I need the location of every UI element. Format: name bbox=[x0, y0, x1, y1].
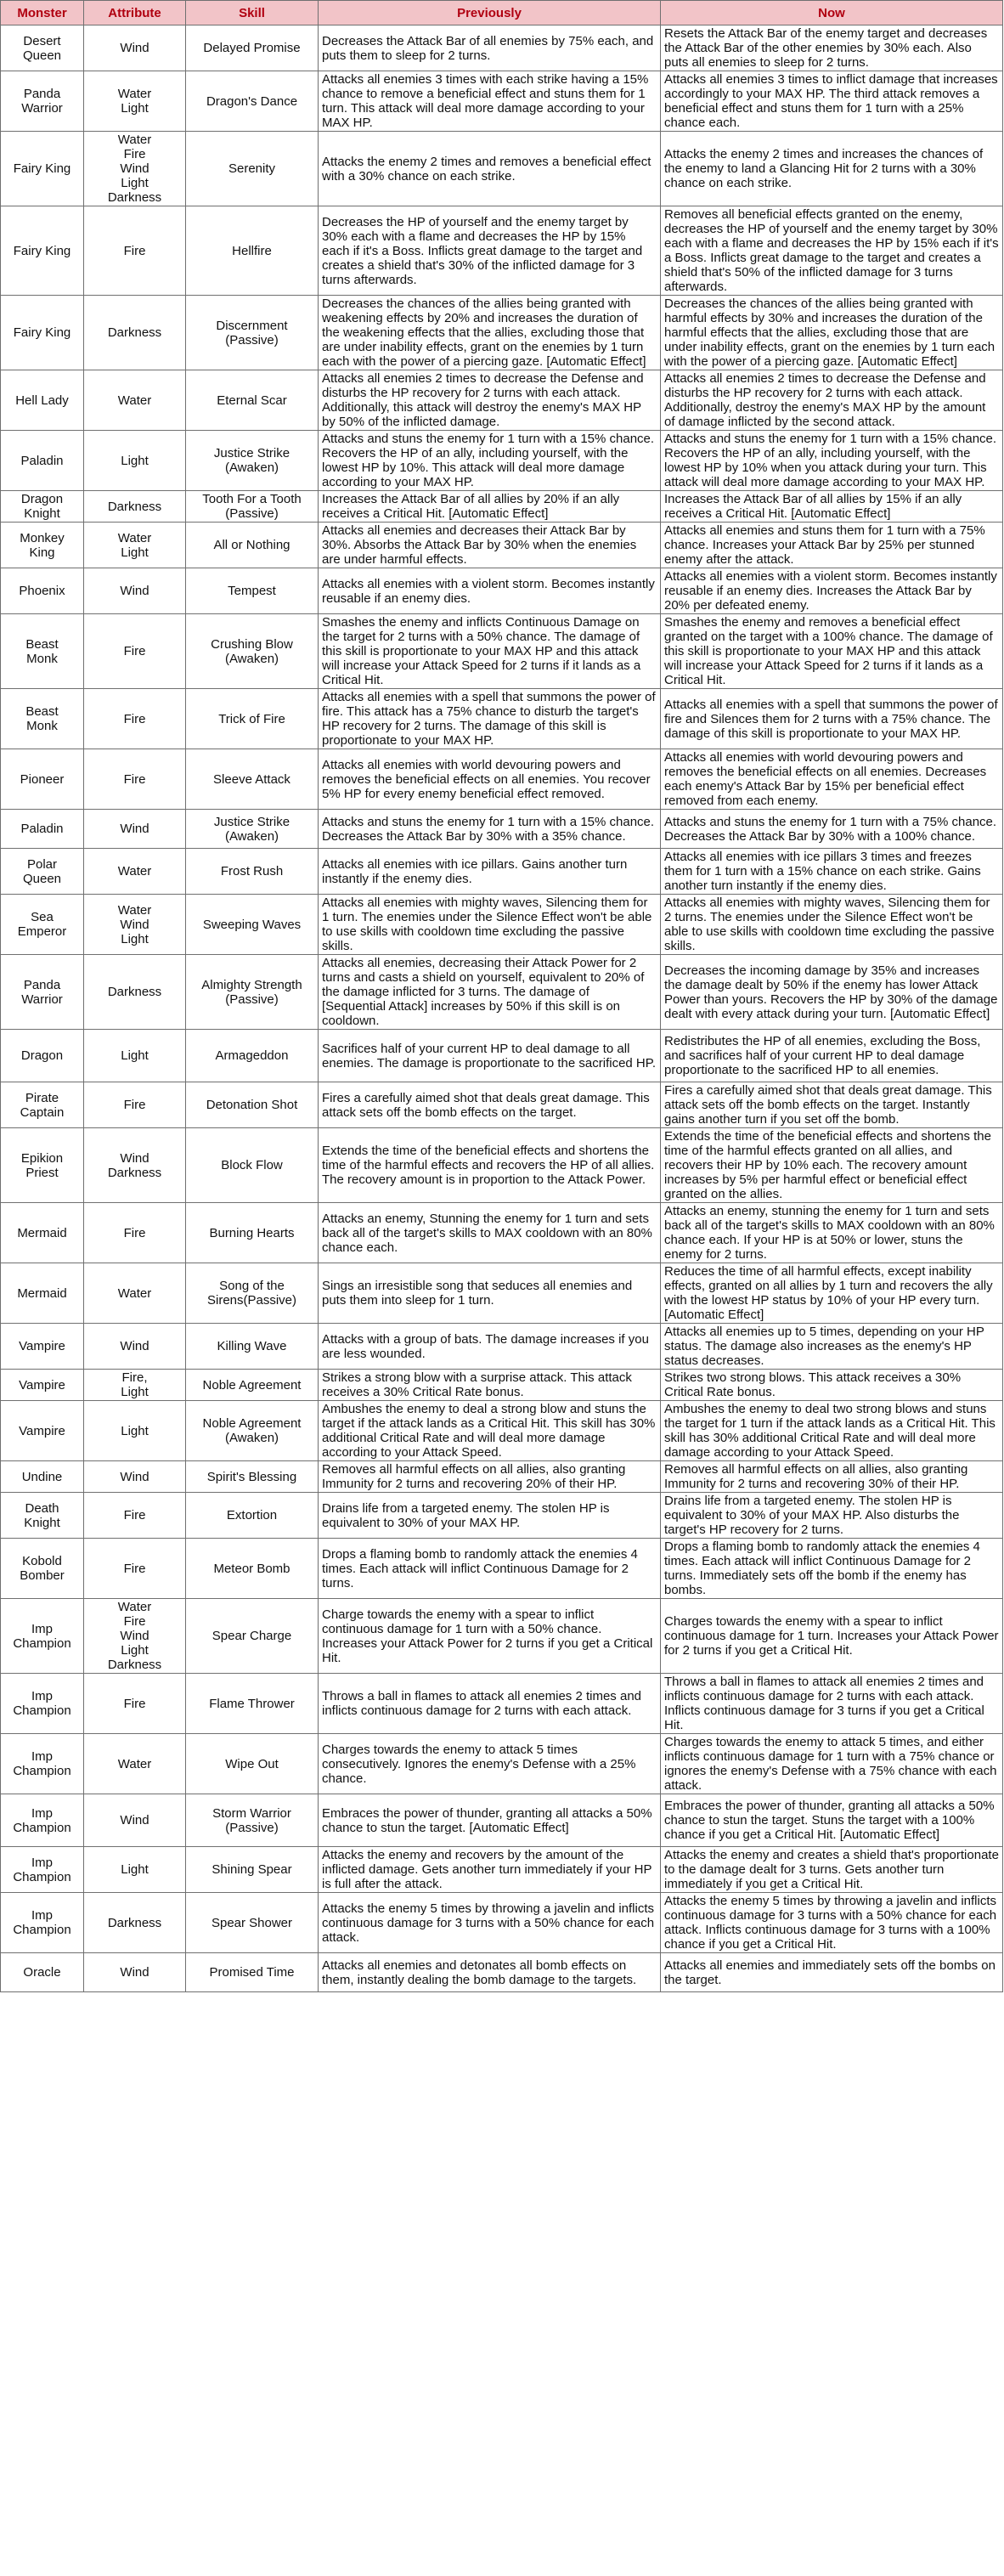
now-cell: Extends the time of the beneficial effects and shortens the time of the harmful effects granted on all allies, and recovers their HP by 10% each. The recovery amount increases by 5% per harmful effect or beneficial effect granted on the allies. bbox=[661, 1128, 1003, 1203]
now-cell: Attacks the enemy 5 times by throwing a javelin and inflicts continuous damage for 3 turns with a 50% chance for each attack. Inflicts continuous damage for 3 turns with a 100% chance if you get a Critical Hit. bbox=[661, 1893, 1003, 1953]
now-cell: Charges towards the enemy to attack 5 times, and either inflicts continuous damage for 1 turn with a 75% chance or ignores the enemy's Defense with a 75% chance with each attack. bbox=[661, 1734, 1003, 1794]
attribute-cell: Fire bbox=[84, 1539, 186, 1599]
now-cell: Increases the Attack Bar of all allies by 15% if an ally receives a Critical Hit. [Automatic Effect] bbox=[661, 491, 1003, 523]
previously-cell: Charge towards the enemy with a spear to inflict continuous damage for 1 turn with a 50% chance. Increases your Attack Power for 2 turns if you get a Critical Hit. bbox=[319, 1599, 661, 1674]
previously-cell: Attacks all enemies and decreases their Attack Bar by 30%. Absorbs the Attack Bar by 30% when the enemies are under harmful effects. bbox=[319, 523, 661, 568]
previously-cell: Smashes the enemy and inflicts Continuous Damage on the target for 2 turns with a 50% chance. The damage of this skill is proportionate to your MAX HP and this attack will increase your Attack Speed for 2 turns if it lands as a Critical Hit. bbox=[319, 614, 661, 689]
monster-cell: Polar Queen bbox=[1, 849, 84, 895]
monster-cell: Epikion Priest bbox=[1, 1128, 84, 1203]
now-cell: Attacks all enemies with ice pillars 3 times and freezes them for 1 turn with a 15% chance on each strike. Gains another turn instantly if the enemy dies. bbox=[661, 849, 1003, 895]
now-cell: Attacks an enemy, stunning the enemy for 1 turn and sets back all of the target's skills to MAX cooldown with an 80% chance each. If your HP is at 50% or lower, stuns the enemy for 2 turns. bbox=[661, 1203, 1003, 1263]
skill-cell: Dragon's Dance bbox=[186, 71, 319, 132]
table-row bbox=[1, 614, 1003, 689]
table-row bbox=[1, 1794, 1003, 1847]
attribute-cell: Fire bbox=[84, 689, 186, 749]
monster-cell: Pirate Captain bbox=[1, 1082, 84, 1128]
previously-cell: Attacks all enemies with ice pillars. Gains another turn instantly if the enemy dies. bbox=[319, 849, 661, 895]
now-cell: Throws a ball in flames to attack all enemies 2 times and inflicts continuous damage for 2 turns with each attack. Inflicts continuous damage for 3 turns if you get a Critical Hit. bbox=[661, 1674, 1003, 1734]
now-cell: Attacks all enemies 3 times to inflict damage that increases accordingly to your MAX HP. The third attack removes a beneficial effect and stuns them for 1 turn with a 25% chance each. bbox=[661, 71, 1003, 132]
attribute-cell: Fire bbox=[84, 1674, 186, 1734]
table-row bbox=[1, 749, 1003, 810]
attribute-cell: Water Fire Wind Light Darkness bbox=[84, 132, 186, 206]
previously-cell: Decreases the chances of the allies being granted with weakening effects by 20% and increases the duration of the weakening effects that the allies, excluding those that are under inability effects, grant on the enemies by 1 turn each with the power of a piercing gaze. [Automatic Effect] bbox=[319, 296, 661, 370]
table-row bbox=[1, 1324, 1003, 1370]
now-cell: Charges towards the enemy with a spear to inflict continuous damage for 1 turn. Increases your Attack Power for 2 turns if you get a Critical Hit. bbox=[661, 1599, 1003, 1674]
attribute-cell: Wind bbox=[84, 1324, 186, 1370]
previously-cell: Attacks all enemies, decreasing their Attack Power for 2 turns and casts a shield on yourself, equivalent to 20% of the damage inflicted for 3 turns. The damage of [Sequential Attack] increases by 50% if this skill is on cooldown. bbox=[319, 955, 661, 1030]
previously-cell: Ambushes the enemy to deal a strong blow and stuns the target if the attack lands as a Critical Hit. This skill has 30% additional Critical Rate and will deal more damage according to your Attack Speed. bbox=[319, 1401, 661, 1461]
previously-cell: Attacks all enemies with world devouring powers and removes the beneficial effects on all enemies. You recover 5% HP for every enemy beneficial effect removed. bbox=[319, 749, 661, 810]
skill-cell: Block Flow bbox=[186, 1128, 319, 1203]
now-cell: Attacks all enemies 2 times to decrease the Defense and disturbs the HP recovery for 2 turns with each attack. Additionally, destroy the enemy's MAX HP by the amount of damage inflicted by the second attack. bbox=[661, 370, 1003, 431]
monster-cell: Panda Warrior bbox=[1, 71, 84, 132]
now-cell: Decreases the chances of the allies being granted with harmful effects by 30% and increases the duration of the harmful effects that the allies, excluding those that are under inability effects, grant on the enemies by 1 turn each with the power of a piercing gaze. [Automatic Effect] bbox=[661, 296, 1003, 370]
skill-cell: Sleeve Attack bbox=[186, 749, 319, 810]
now-cell: Smashes the enemy and removes a beneficial effect granted on the target with a 100% chance. The damage of this skill is proportionate to your MAX HP and this attack will increase your Attack Speed for 2 turns if it lands as a Critical Hit. bbox=[661, 614, 1003, 689]
monster-cell: Imp Champion bbox=[1, 1734, 84, 1794]
attribute-cell: Water bbox=[84, 1263, 186, 1324]
skill-cell: Discernment (Passive) bbox=[186, 296, 319, 370]
table-row bbox=[1, 25, 1003, 71]
skill-cell: All or Nothing bbox=[186, 523, 319, 568]
skill-cell: Killing Wave bbox=[186, 1324, 319, 1370]
attribute-cell: Fire bbox=[84, 614, 186, 689]
now-cell: Attacks all enemies up to 5 times, depending on your HP status. The damage also increases as the enemy's HP status decreases. bbox=[661, 1324, 1003, 1370]
table-row bbox=[1, 1674, 1003, 1734]
now-cell: Attacks and stuns the enemy for 1 turn with a 75% chance. Decreases the Attack Bar by 30% with a 100% chance. bbox=[661, 810, 1003, 849]
previously-cell: Sacrifices half of your current HP to deal damage to all enemies. The damage is proportionate to the sacrificed HP. bbox=[319, 1030, 661, 1082]
header-skill: Skill bbox=[186, 1, 319, 25]
now-cell: Embraces the power of thunder, granting all attacks a 50% chance to stun the target. Stuns the target with a 100% chance if you get a Critical Hit. [Automatic Effect] bbox=[661, 1794, 1003, 1847]
skill-cell: Promised Time bbox=[186, 1953, 319, 1992]
attribute-cell: Light bbox=[84, 1401, 186, 1461]
attribute-cell: Fire, Light bbox=[84, 1370, 186, 1401]
now-cell: Attacks all enemies and immediately sets off the bombs on the target. bbox=[661, 1953, 1003, 1992]
monster-cell: Imp Champion bbox=[1, 1599, 84, 1674]
skill-cell: Justice Strike (Awaken) bbox=[186, 431, 319, 491]
previously-cell: Attacks all enemies with a spell that summons the power of fire. This attack has a 75% chance to disturb the target's HP recovery for 2 turns. The damage of this skill is proportionate to your MAX HP. bbox=[319, 689, 661, 749]
attribute-cell: Water bbox=[84, 1734, 186, 1794]
monster-cell: Imp Champion bbox=[1, 1847, 84, 1893]
monster-cell: Paladin bbox=[1, 431, 84, 491]
table-body bbox=[1, 25, 1003, 1992]
attribute-cell: Light bbox=[84, 1030, 186, 1082]
skill-cell: Hellfire bbox=[186, 206, 319, 296]
skill-cell: Extortion bbox=[186, 1493, 319, 1539]
monster-cell: Vampire bbox=[1, 1324, 84, 1370]
now-cell: Drains life from a targeted enemy. The stolen HP is equivalent to 30% of your MAX HP. Also disturbs the target's HP recovery for 2 turns. bbox=[661, 1493, 1003, 1539]
attribute-cell: Fire bbox=[84, 206, 186, 296]
header-monster: Monster bbox=[1, 1, 84, 25]
monster-cell: Vampire bbox=[1, 1401, 84, 1461]
table-row bbox=[1, 1030, 1003, 1082]
attribute-cell: Darkness bbox=[84, 955, 186, 1030]
now-cell: Attacks all enemies with a spell that summons the power of fire and Silences them for 2 turns with a 75% chance. The damage of this skill is proportionate to your MAX HP. bbox=[661, 689, 1003, 749]
now-cell: Fires a carefully aimed shot that deals great damage. This attack sets off the bomb effects on the target. Instantly gains another turn if you set off the bomb. bbox=[661, 1082, 1003, 1128]
monster-cell: Kobold Bomber bbox=[1, 1539, 84, 1599]
attribute-cell: Water Fire Wind Light Darkness bbox=[84, 1599, 186, 1674]
attribute-cell: Wind bbox=[84, 1461, 186, 1493]
attribute-cell: Wind bbox=[84, 25, 186, 71]
monster-cell: Fairy King bbox=[1, 296, 84, 370]
previously-cell: Attacks the enemy and recovers by the amount of the inflicted damage. Gets another turn immediately if your HP is full after the attack. bbox=[319, 1847, 661, 1893]
previously-cell: Removes all harmful effects on all allies, also granting Immunity for 2 turns and recovering 20% of their HP. bbox=[319, 1461, 661, 1493]
skill-cell: Tempest bbox=[186, 568, 319, 614]
skill-cell: Justice Strike (Awaken) bbox=[186, 810, 319, 849]
skill-cell: Frost Rush bbox=[186, 849, 319, 895]
monster-cell: Fairy King bbox=[1, 132, 84, 206]
skill-cell: Meteor Bomb bbox=[186, 1539, 319, 1599]
now-cell: Resets the Attack Bar of the enemy target and decreases the Attack Bar of the other enemies by 30% each. Also puts all enemies to sleep for 2 turns. bbox=[661, 25, 1003, 71]
attribute-cell: Wind bbox=[84, 1953, 186, 1992]
monster-cell: Pioneer bbox=[1, 749, 84, 810]
skill-cell: Shining Spear bbox=[186, 1847, 319, 1893]
skill-cell: Crushing Blow (Awaken) bbox=[186, 614, 319, 689]
monster-cell: Desert Queen bbox=[1, 25, 84, 71]
now-cell: Removes all beneficial effects granted on the enemy, decreases the HP of yourself and the enemy target by 30% each with a flame and decreases the HP by 15% each if it's a Boss. Inflicts great damage to the target and creates a shield that's 50% of the inflicted damage for 3 turns afterwards. bbox=[661, 206, 1003, 296]
table-row bbox=[1, 370, 1003, 431]
table-row bbox=[1, 1539, 1003, 1599]
table-row bbox=[1, 296, 1003, 370]
skill-cell: Spear Charge bbox=[186, 1599, 319, 1674]
previously-cell: Attacks and stuns the enemy for 1 turn with a 15% chance. Decreases the Attack Bar by 30% with a 35% chance. bbox=[319, 810, 661, 849]
monster-cell: Fairy King bbox=[1, 206, 84, 296]
attribute-cell: Water Wind Light bbox=[84, 895, 186, 955]
table-row bbox=[1, 1263, 1003, 1324]
attribute-cell: Water Light bbox=[84, 71, 186, 132]
table-row bbox=[1, 1203, 1003, 1263]
table-row bbox=[1, 1893, 1003, 1953]
previously-cell: Sings an irresistible song that seduces all enemies and puts them into sleep for 1 turn. bbox=[319, 1263, 661, 1324]
previously-cell: Attacks all enemies with mighty waves, Silencing them for 1 turn. The enemies under the Silence Effect won't be able to use skills with cooldown time excluding the passive skills. bbox=[319, 895, 661, 955]
table-row bbox=[1, 206, 1003, 296]
table-row bbox=[1, 1461, 1003, 1493]
monster-cell: Undine bbox=[1, 1461, 84, 1493]
monster-cell: Sea Emperor bbox=[1, 895, 84, 955]
previously-cell: Attacks all enemies 3 times with each strike having a 15% chance to remove a beneficial effect and stuns them for 1 turn. This attack will deal more damage according to your MAX HP. bbox=[319, 71, 661, 132]
monster-cell: Beast Monk bbox=[1, 614, 84, 689]
table-row bbox=[1, 849, 1003, 895]
skill-cell: Storm Warrior (Passive) bbox=[186, 1794, 319, 1847]
attribute-cell: Fire bbox=[84, 1082, 186, 1128]
now-cell: Redistributes the HP of all enemies, excluding the Boss, and sacrifices half of your current HP to deal damage proportionate to the sacrificed HP to all enemies. bbox=[661, 1030, 1003, 1082]
table-row bbox=[1, 491, 1003, 523]
header-now: Now bbox=[661, 1, 1003, 25]
table-row bbox=[1, 1599, 1003, 1674]
now-cell: Attacks all enemies with world devouring powers and removes the beneficial effects on all enemies. Decreases each enemy's Attack Bar by 15% per beneficial effect removed from each enemy. bbox=[661, 749, 1003, 810]
monster-cell: Panda Warrior bbox=[1, 955, 84, 1030]
attribute-cell: Fire bbox=[84, 749, 186, 810]
skill-cell: Tooth For a Tooth (Passive) bbox=[186, 491, 319, 523]
now-cell: Attacks all enemies with a violent storm. Becomes instantly reusable if an enemy dies. Increases the Attack Bar by 20% per defeated enemy. bbox=[661, 568, 1003, 614]
table-row bbox=[1, 1401, 1003, 1461]
attribute-cell: Wind bbox=[84, 568, 186, 614]
skill-cell: Noble Agreement (Awaken) bbox=[186, 1401, 319, 1461]
previously-cell: Drops a flaming bomb to randomly attack the enemies 4 times. Each attack will inflict Continuous Damage for 2 turns. bbox=[319, 1539, 661, 1599]
now-cell: Attacks all enemies with mighty waves, Silencing them for 2 turns. The enemies under the Silence Effect won't be able to use skills with cooldown time excluding the passive skills. bbox=[661, 895, 1003, 955]
skill-cell: Spirit's Blessing bbox=[186, 1461, 319, 1493]
monster-cell: Mermaid bbox=[1, 1203, 84, 1263]
previously-cell: Attacks the enemy 5 times by throwing a javelin and inflicts continuous damage for 3 turns with a 50% chance for each attack. bbox=[319, 1893, 661, 1953]
attribute-cell: Light bbox=[84, 431, 186, 491]
skill-cell: Noble Agreement bbox=[186, 1370, 319, 1401]
previously-cell: Drains life from a targeted enemy. The stolen HP is equivalent to 30% of your MAX HP. bbox=[319, 1493, 661, 1539]
now-cell: Reduces the time of all harmful effects, except inability effects, granted on all allies by 1 turn and recovers the ally with the lowest HP status by 10% of your HP every turn. [Automatic Effect] bbox=[661, 1263, 1003, 1324]
table-row bbox=[1, 1847, 1003, 1893]
attribute-cell: Darkness bbox=[84, 296, 186, 370]
monster-cell: Mermaid bbox=[1, 1263, 84, 1324]
previously-cell: Throws a ball in flames to attack all enemies 2 times and inflicts continuous damage for 2 turns with each attack. bbox=[319, 1674, 661, 1734]
now-cell: Attacks and stuns the enemy for 1 turn with a 15% chance. Recovers the HP of an ally, including yourself, with the lowest HP by 10% when you attack during your turn. This attack will deal more damage according to your MAX HP. bbox=[661, 431, 1003, 491]
skill-cell: Delayed Promise bbox=[186, 25, 319, 71]
previously-cell: Embraces the power of thunder, granting all attacks a 50% chance to stun the target. [Automatic Effect] bbox=[319, 1794, 661, 1847]
attribute-cell: Fire bbox=[84, 1203, 186, 1263]
skill-cell: Trick of Fire bbox=[186, 689, 319, 749]
monster-cell: Paladin bbox=[1, 810, 84, 849]
skill-cell: Eternal Scar bbox=[186, 370, 319, 431]
skill-cell: Serenity bbox=[186, 132, 319, 206]
attribute-cell: Wind Darkness bbox=[84, 1128, 186, 1203]
skill-cell: Almighty Strength (Passive) bbox=[186, 955, 319, 1030]
now-cell: Removes all harmful effects on all allies, also granting Immunity for 2 turns and recovering 30% of their HP. bbox=[661, 1461, 1003, 1493]
monster-cell: Phoenix bbox=[1, 568, 84, 614]
skill-cell: Spear Shower bbox=[186, 1893, 319, 1953]
monster-cell: Beast Monk bbox=[1, 689, 84, 749]
table-row bbox=[1, 895, 1003, 955]
previously-cell: Attacks all enemies with a violent storm. Becomes instantly reusable if an enemy dies. bbox=[319, 568, 661, 614]
table-row bbox=[1, 71, 1003, 132]
table-row bbox=[1, 132, 1003, 206]
previously-cell: Attacks an enemy, Stunning the enemy for 1 turn and sets back all of the target's skills to MAX cooldown with an 80% chance each. bbox=[319, 1203, 661, 1263]
header-row bbox=[1, 1, 1003, 25]
now-cell: Strikes two strong blows. This attack receives a 30% Critical Rate bonus. bbox=[661, 1370, 1003, 1401]
monster-cell: Dragon bbox=[1, 1030, 84, 1082]
now-cell: Attacks all enemies and stuns them for 1 turn with a 75% chance. Increases your Attack Bar by 25% per stunned enemy after the attack. bbox=[661, 523, 1003, 568]
skill-cell: Burning Hearts bbox=[186, 1203, 319, 1263]
previously-cell: Attacks with a group of bats. The damage increases if you are less wounded. bbox=[319, 1324, 661, 1370]
table-row bbox=[1, 1953, 1003, 1992]
previously-cell: Decreases the Attack Bar of all enemies by 75% each, and puts them to sleep for 2 turns. bbox=[319, 25, 661, 71]
previously-cell: Fires a carefully aimed shot that deals great damage. This attack sets off the bomb effects on the target. bbox=[319, 1082, 661, 1128]
table-row bbox=[1, 1128, 1003, 1203]
monster-cell: Vampire bbox=[1, 1370, 84, 1401]
table-row bbox=[1, 689, 1003, 749]
monster-cell: Imp Champion bbox=[1, 1893, 84, 1953]
now-cell: Drops a flaming bomb to randomly attack the enemies 4 times. Each attack will inflict Continuous Damage for 2 turns. Immediately sets off the bomb if the enemy has bombs. bbox=[661, 1539, 1003, 1599]
table-row bbox=[1, 955, 1003, 1030]
attribute-cell: Wind bbox=[84, 810, 186, 849]
previously-cell: Strikes a strong blow with a surprise attack. This attack receives a 30% Critical Rate bonus. bbox=[319, 1370, 661, 1401]
attribute-cell: Water bbox=[84, 370, 186, 431]
skill-cell: Wipe Out bbox=[186, 1734, 319, 1794]
now-cell: Attacks the enemy 2 times and increases the chances of the enemy to land a Glancing Hit for 2 turns with a 30% chance on each strike. bbox=[661, 132, 1003, 206]
monster-cell: Monkey King bbox=[1, 523, 84, 568]
attribute-cell: Light bbox=[84, 1847, 186, 1893]
previously-cell: Decreases the HP of yourself and the enemy target by 30% each with a flame and decreases the HP by 15% each if it's a Boss. Inflicts great damage to the target and creates a shield that's 30% of the inflicted damage for 3 turns afterwards. bbox=[319, 206, 661, 296]
previously-cell: Extends the time of the beneficial effects and shortens the time of the harmful effects and recovers the HP of all allies. The recovery amount is in proportion to the Attack Power. bbox=[319, 1128, 661, 1203]
skill-cell: Song of the Sirens(Passive) bbox=[186, 1263, 319, 1324]
attribute-cell: Water Light bbox=[84, 523, 186, 568]
skill-cell: Sweeping Waves bbox=[186, 895, 319, 955]
monster-cell: Hell Lady bbox=[1, 370, 84, 431]
table-row bbox=[1, 1493, 1003, 1539]
attribute-cell: Fire bbox=[84, 1493, 186, 1539]
previously-cell: Increases the Attack Bar of all allies by 20% if an ally receives a Critical Hit. [Automatic Effect] bbox=[319, 491, 661, 523]
previously-cell: Attacks all enemies 2 times to decrease the Defense and disturbs the HP recovery for 2 turns with each attack. Additionally, this attack will destroy the enemy's MAX HP by 50% of the inflicted damage. bbox=[319, 370, 661, 431]
skill-cell: Armageddon bbox=[186, 1030, 319, 1082]
now-cell: Ambushes the enemy to deal two strong blows and stuns the target for 1 turn if the attack lands as a Critical Hit. This skill has 30% additional Critical Rate and will deal more damage according to your Attack Speed. bbox=[661, 1401, 1003, 1461]
attribute-cell: Darkness bbox=[84, 1893, 186, 1953]
skill-cell: Detonation Shot bbox=[186, 1082, 319, 1128]
monster-cell: Oracle bbox=[1, 1953, 84, 1992]
header-previously: Previously bbox=[319, 1, 661, 25]
previously-cell: Charges towards the enemy to attack 5 times consecutively. Ignores the enemy's Defense with a 25% chance. bbox=[319, 1734, 661, 1794]
attribute-cell: Water bbox=[84, 849, 186, 895]
table-row bbox=[1, 523, 1003, 568]
table-row bbox=[1, 1370, 1003, 1401]
monster-cell: Imp Champion bbox=[1, 1794, 84, 1847]
table-row bbox=[1, 1734, 1003, 1794]
attribute-cell: Darkness bbox=[84, 491, 186, 523]
monster-cell: Death Knight bbox=[1, 1493, 84, 1539]
header-attribute: Attribute bbox=[84, 1, 186, 25]
previously-cell: Attacks and stuns the enemy for 1 turn with a 15% chance. Recovers the HP of an ally, including yourself, with the lowest HP by 10%. This attack will deal more damage according to your MAX HP. bbox=[319, 431, 661, 491]
monster-cell: Dragon Knight bbox=[1, 491, 84, 523]
skill-cell: Flame Thrower bbox=[186, 1674, 319, 1734]
table-row bbox=[1, 568, 1003, 614]
now-cell: Decreases the incoming damage by 35% and increases the damage dealt by 50% if the enemy has lower Attack Power than yours. Recovers the HP by 30% of the damage dealt with every attack during your turn. [Automatic Effect] bbox=[661, 955, 1003, 1030]
table-row bbox=[1, 810, 1003, 849]
monster-cell: Imp Champion bbox=[1, 1674, 84, 1734]
attribute-cell: Wind bbox=[84, 1794, 186, 1847]
previously-cell: Attacks all enemies and detonates all bomb effects on them, instantly dealing the bomb damage to the targets. bbox=[319, 1953, 661, 1992]
table-row bbox=[1, 431, 1003, 491]
previously-cell: Attacks the enemy 2 times and removes a beneficial effect with a 30% chance on each strike. bbox=[319, 132, 661, 206]
table-row bbox=[1, 1082, 1003, 1128]
now-cell: Attacks the enemy and creates a shield that's proportionate to the damage dealt for 3 turns. Gets another turn immediately if you get a Critical Hit. bbox=[661, 1847, 1003, 1893]
